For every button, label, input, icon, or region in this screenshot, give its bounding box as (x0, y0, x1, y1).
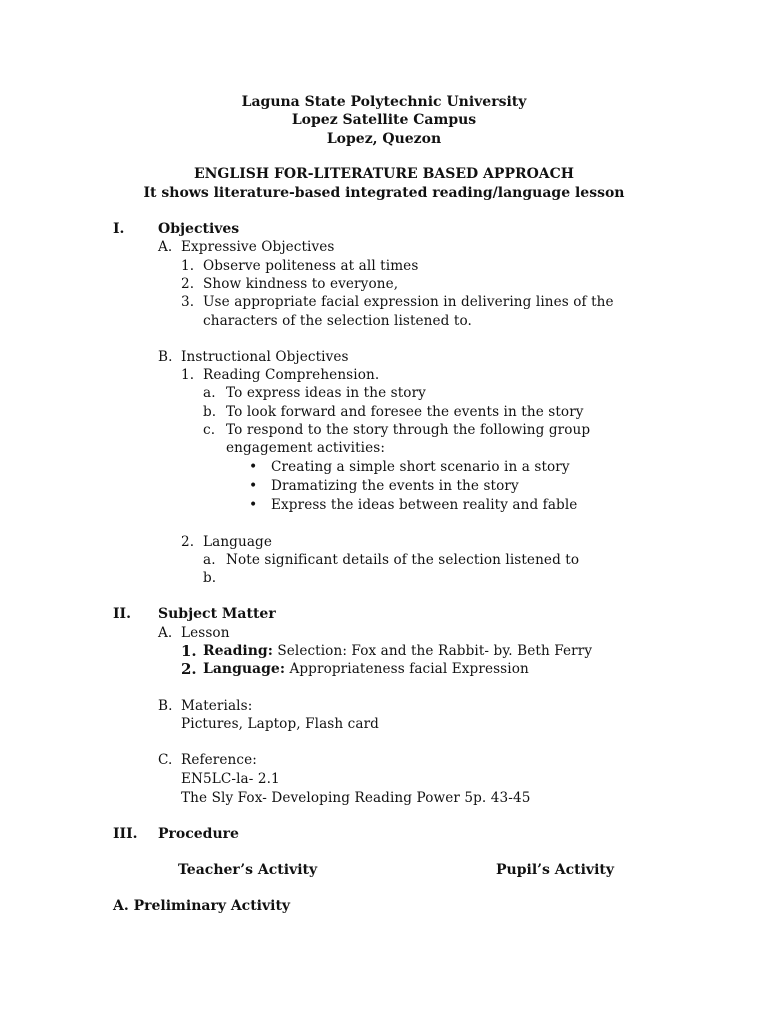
reading-item: To look forward and foresee the events in the story (226, 404, 584, 420)
university-name: Laguna State Polytechnic University (241, 94, 527, 110)
reading-item: To respond to the story through the following group (226, 422, 591, 438)
objectives-heading: Objectives (158, 221, 240, 237)
expressive-item-num: 1. (181, 258, 195, 274)
expressive-letter: A. (158, 239, 173, 255)
lesson-item (203, 642, 592, 660)
document-subtitle: It shows literature-based integrated reading/language lesson (143, 185, 625, 201)
language-item-letter: a. (203, 552, 216, 568)
section-numeral-1: I. (113, 221, 125, 237)
lesson-item-num: 2. (181, 660, 197, 678)
lesson-item-num: 1. (181, 642, 197, 660)
section-numeral-3: III. (113, 826, 138, 842)
subject-matter-heading: Subject Matter (158, 606, 276, 622)
reading-label: Reading Comprehension. (203, 367, 380, 383)
reading-item-letter: c. (203, 422, 216, 438)
expressive-item: Use appropriate facial expression in delivering lines of the (203, 294, 614, 310)
campus-name: Lopez Satellite Campus (291, 112, 477, 128)
instructional-label: Instructional Objectives (181, 349, 349, 365)
expressive-item-continued: characters of the selection listened to. (203, 313, 472, 329)
reading-num: 1. (181, 367, 195, 383)
materials-text: Pictures, Laptop, Flash card (181, 716, 379, 732)
bullet-icon: • (249, 459, 258, 475)
lesson-item-text: Appropriateness facial Expression (289, 661, 529, 677)
expressive-item: Observe politeness at all times (203, 258, 419, 274)
reference-letter: C. (158, 752, 173, 768)
expressive-item-num: 3. (181, 294, 195, 310)
expressive-item: Show kindness to everyone, (203, 276, 399, 292)
reading-item: To express ideas in the story (226, 385, 426, 401)
pupil-activity-heading: Pupil’s Activity (496, 862, 614, 878)
activity-bullet-item: Dramatizing the events in the story (271, 478, 519, 494)
lesson-item-text: Selection: Fox and the Rabbit- by. Beth Ferry (277, 643, 593, 659)
reference-label: Reference: (181, 752, 257, 768)
bullet-icon: • (249, 497, 258, 513)
reading-item-continued: engagement activities: (226, 440, 385, 456)
document-title: ENGLISH FOR-LITERATURE BASED APPROACH (193, 166, 575, 182)
materials-letter: B. (158, 698, 173, 714)
lesson-label: Lesson (181, 625, 230, 641)
preliminary-activity-heading: A. Preliminary Activity (113, 898, 291, 914)
expressive-item-num: 2. (181, 276, 195, 292)
lesson-item-label: Reading: (203, 643, 273, 659)
language-item: Note significant details of the selection listened to (226, 552, 580, 568)
language-num: 2. (181, 534, 195, 550)
reference-line: EN5LC-la- 2.1 (181, 771, 280, 787)
lesson-letter: A. (158, 625, 173, 641)
reading-item-letter: a. (203, 385, 216, 401)
procedure-heading: Procedure (158, 826, 239, 842)
language-label: Language (203, 534, 272, 550)
materials-label: Materials: (181, 698, 253, 714)
bullet-icon: • (249, 478, 258, 494)
expressive-label: Expressive Objectives (181, 239, 335, 255)
lesson-item-label: Language: (203, 661, 285, 677)
teacher-activity-heading: Teacher’s Activity (178, 862, 318, 878)
activity-bullet-item: Express the ideas between reality and fable (271, 497, 578, 513)
language-item-letter: b. (203, 570, 217, 586)
activity-bullet-item: Creating a simple short scenario in a story (271, 459, 570, 475)
instructional-letter: B. (158, 349, 173, 365)
location: Lopez, Quezon (326, 131, 442, 147)
lesson-item (203, 660, 529, 678)
section-numeral-2: II. (113, 606, 131, 622)
reference-line: The Sly Fox- Developing Reading Power 5p. 43-45 (181, 790, 531, 806)
reading-item-letter: b. (203, 404, 217, 420)
